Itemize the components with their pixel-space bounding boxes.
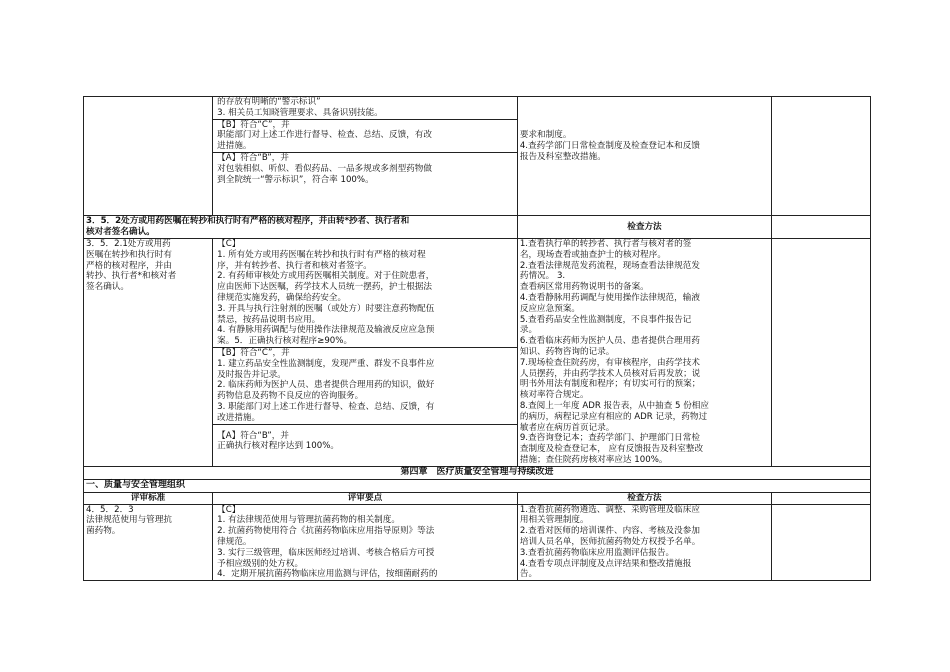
- check-method-cell: 要求和制度。 4.查药学部门日常检查制度及检查登记本和反馈 报告及科室整改措施。: [517, 97, 771, 216]
- column-header-standard: 评审标准: [84, 492, 213, 504]
- standard-cell: 3．5．2.1处方或用药 医嘱在转抄和执行时有 严格的核对程序，并由 转抄、执行者*和核对者 签名确认。: [84, 239, 213, 467]
- section-heading: 3．5．2处方或用药医嘱在转抄和执行时有严格的核对程序，并由转*抄者、执行者和 核对者签名确认。: [84, 216, 518, 239]
- method-column-header: 检查方法: [517, 216, 771, 239]
- check-method-cell: 1.查看执行单的转抄者、执行者与核对者的签 名，现场查看或抽查护士的核对程序。 2.查看法律规范发药流程，现场查看法律规范发 药情况。 3. 查看病区常用药物说明书的备案。 4.查看静脉用药调配与使用操作法律规范，输液 反应应急预案。 5.查看药品安全性监测制度，不良事件报告记 录。 6.查看临床药师为医护人员、患者提供合理用药 知识、药物咨询的记录。 7.现场检查住院药房，有审核程序，由药学技术 人员摆药，并由药学技术人员核对后再发放；说 明书外用法有制度和程序；有切实可行的预案； 核对率符合规定。 8.查阅上一年度 ADR 报告表，从中抽查 5 份相应 的病历，病程记录应有相应的 ADR 记录，药物过 敏者应在病历首页记录。 9.查咨询登记本；查药学部门、护理部门日常检 查制度及检查登记本， 应有反馈报告及科室整改 措施；查住院药房核对率应达 100%。: [517, 239, 771, 467]
- table-row: [84, 216, 871, 239]
- key-points-cell: [213, 97, 518, 216]
- table-row: [84, 466, 871, 479]
- notes-cell: [772, 216, 871, 239]
- chapter-heading: 第四章 医疗质量安全管理与持续改进: [84, 466, 871, 479]
- review-standards-table: [83, 96, 871, 581]
- notes-cell: [772, 97, 871, 216]
- document-page: [83, 96, 871, 581]
- notes-cell: [772, 504, 871, 581]
- grade-c-block: 【C】 1. 所有处方或用药医嘱在转抄和执行时有严格的核对程 序，并有转抄者、执行者和核对者签字。 2. 有药师审核处方或用药医嘱相关制度。对于住院患者， 应由医师下达医嘱，药学技术人员统一摆药，护士根据法 律规范实施发药，确保给药安全。 3. 开具与执行注射剂的医嘱（或处方）时要注意药物配伍 禁忌，按药品说明书应用。 4. 有静脉用药调配与使用操作法律规范及输液反应应急预 案。5．正确执行核对程序≥90%。: [217, 239, 435, 347]
- column-header-key-points: 评审要点: [213, 492, 518, 504]
- standard-cell: [84, 97, 213, 216]
- notes-cell: [772, 239, 871, 467]
- grade-b-block: 【B】符合“C”，并 职能部门对上述工作进行督导、检查、总结、反馈，有改 进措施。: [213, 119, 517, 152]
- grade-b-block: 【B】符合“C”，并 1. 建立药品安全性监测制度，发现严重、群发不良事件应 及时报告并记录。 2. 临床药师为医护人员、患者提供合理用药的知识，做好 药物信息及药物不良反应的咨询服务。 3. 职能部门对上述工作进行督导、检查、总结、反馈，有 改进措施。: [213, 347, 517, 424]
- grade-c-block: 的存放有明晰的“警示标识” 3. 相关员工知晓管理要求、具备识别技能。: [217, 97, 383, 118]
- table-row: [84, 97, 871, 216]
- grade-a-block: 【A】符合“B”，并 对包装相似、听似、看似药品、一品多规或多剂型药物做 到全院统一“警示标识”，符合率 100%。: [213, 152, 517, 189]
- table-row: [84, 479, 871, 492]
- standard-cell: 4．5．2．3 法律规范使用与管理抗 菌药物。: [84, 504, 213, 581]
- table-row: [84, 504, 871, 581]
- column-header-check-method: 检查方法: [517, 492, 771, 504]
- key-points-cell: [213, 239, 518, 467]
- check-method-cell: 1.查看抗菌药物遴选、调整、采购管理及临床应 用相关管理制度。 2.查看对医师的培训课件、内容、考核及没参加 培训人员名单，医师抗菌药物处方权授予名单。 3.查看抗菌药物临床应用监测评估报告。 4.查看专项点评制度及点评结果和整改措施报 告。: [517, 504, 771, 581]
- table-header-row: [84, 492, 871, 504]
- key-points-cell: 【C】 1. 有法律规范使用与管理抗菌药物的相关制度。 2. 抗菌药物使用符合《抗菌药物临床应用指导原则》等法 律规范。 3. 实行三级管理，临床医师经过培训、考核合格后方可授 予相应级别的处方权。 4．定期开展抗菌药物临床应用监测与评估，按细菌耐药的: [213, 504, 518, 581]
- notes-cell: [772, 492, 871, 504]
- section-heading: 一、质量与安全管理组织: [84, 479, 871, 492]
- table-row: [84, 239, 871, 467]
- grade-a-block: 【A】符合“B”，并 正确执行核对程序达到 100%。: [213, 424, 517, 457]
